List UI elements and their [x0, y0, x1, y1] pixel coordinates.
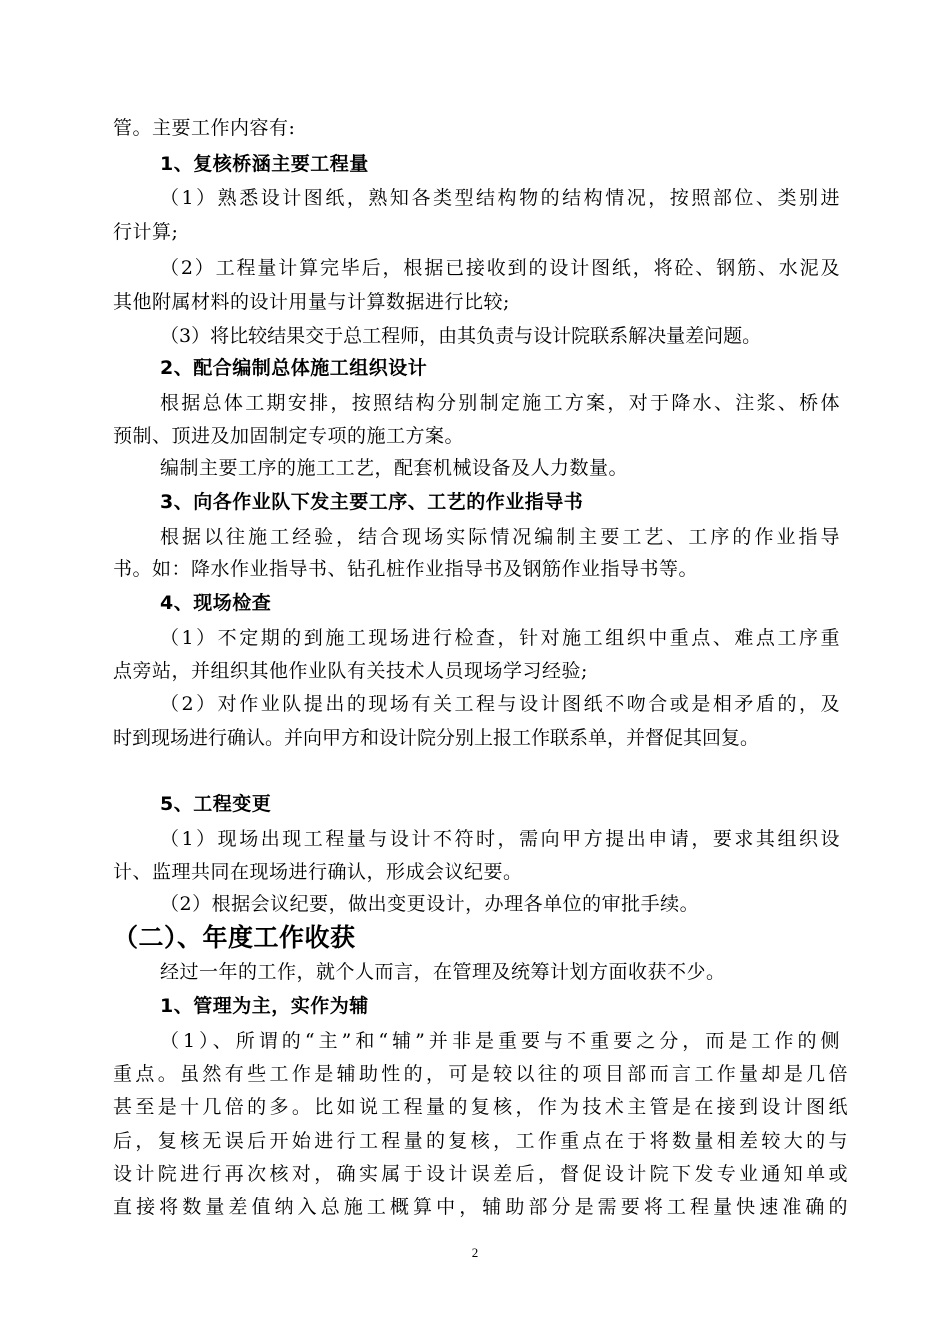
text-line: 其他附属材料的设计用量与计算数据进行比较;: [113, 291, 510, 313]
section-heading: 1、复核桥涵主要工程量: [160, 153, 369, 175]
text-line: 时到现场进行确认。并向甲方和设计院分别上报工作联系单，并督促其回复。: [113, 727, 760, 749]
text-line: 计、监理共同在现场进行确认，形成会议纪要。: [113, 861, 523, 883]
text-line: 根据总体工期安排，按照结构分别制定施工方案，对于降水、注浆、桥体: [160, 392, 840, 414]
section-heading: 3、向各作业队下发主要工序、工艺的作业指导书: [160, 491, 584, 513]
text-line: （2）对作业队提出的现场有关工程与设计图纸不吻合或是相矛盾的，及: [160, 693, 840, 715]
text-line: 根据以往施工经验，结合现场实际情况编制主要工艺、工序的作业指导: [160, 526, 840, 548]
text-line: 后，复核无误后开始进行工程量的复核，工作重点在于将数量相差较大的与: [113, 1130, 848, 1152]
text-line: 经过一年的工作，就个人而言，在管理及统筹计划方面收获不少。: [160, 961, 726, 983]
text-line: 甚至是十几倍的多。比如说工程量的复核，作为技术主管是在接到设计图纸: [113, 1096, 848, 1118]
section-heading: 5、工程变更: [160, 793, 272, 815]
text-line: （1）熟悉设计图纸，熟知各类型结构物的结构情况，按照部位、类别进: [160, 187, 840, 209]
text-line: 点旁站，并组织其他作业队有关技术人员现场学习经验;: [113, 660, 588, 682]
section-heading: 1、管理为主，实作为辅: [160, 995, 369, 1017]
text-line: 行计算;: [113, 221, 179, 243]
text-line: （1）、所谓的“主”和“辅”并非是重要与不重要之分，而是工作的侧: [160, 1030, 840, 1052]
text-line: 重点。虽然有些工作是辅助性的，可是较以往的项目部而言工作量却是几倍: [113, 1063, 848, 1085]
text-line: 管。主要工作内容有:: [113, 117, 296, 139]
text-line: （1）现场出现工程量与设计不符时，需向甲方提出申请，要求其组织设: [160, 828, 840, 850]
text-line: （3）将比较结果交于总工程师，由其负责与设计院联系解决量差问题。: [160, 325, 762, 347]
text-line: （1）不定期的到施工现场进行检查，针对施工组织中重点、难点工序重: [160, 627, 840, 649]
text-line: 直接将数量差值纳入总施工概算中，辅助部分是需要将工程量快速准确的: [113, 1196, 848, 1218]
section-heading: 4、现场检查: [160, 592, 272, 614]
chapter-heading: （二）、年度工作收获: [113, 923, 356, 952]
text-line: 书。如：降水作业指导书、钻孔桩作业指导书及钢筋作业指导书等。: [113, 558, 699, 580]
text-line: 预制、顶进及加固制定专项的施工方案。: [113, 425, 465, 447]
text-line: （2）工程量计算完毕后，根据已接收到的设计图纸，将砼、钢筋、水泥及: [160, 257, 840, 279]
section-heading: 2、配合编制总体施工组织设计: [160, 357, 428, 379]
text-line: 编制主要工序的施工工艺，配套机械设备及人力数量。: [160, 457, 629, 479]
text-line: （2）根据会议纪要，做出变更设计，办理各单位的审批手续。: [160, 893, 700, 915]
page-number: 2: [471, 1245, 479, 1260]
text-line: 设计院进行再次核对，确实属于设计误差后，督促设计院下发专业通知单或: [113, 1163, 848, 1185]
